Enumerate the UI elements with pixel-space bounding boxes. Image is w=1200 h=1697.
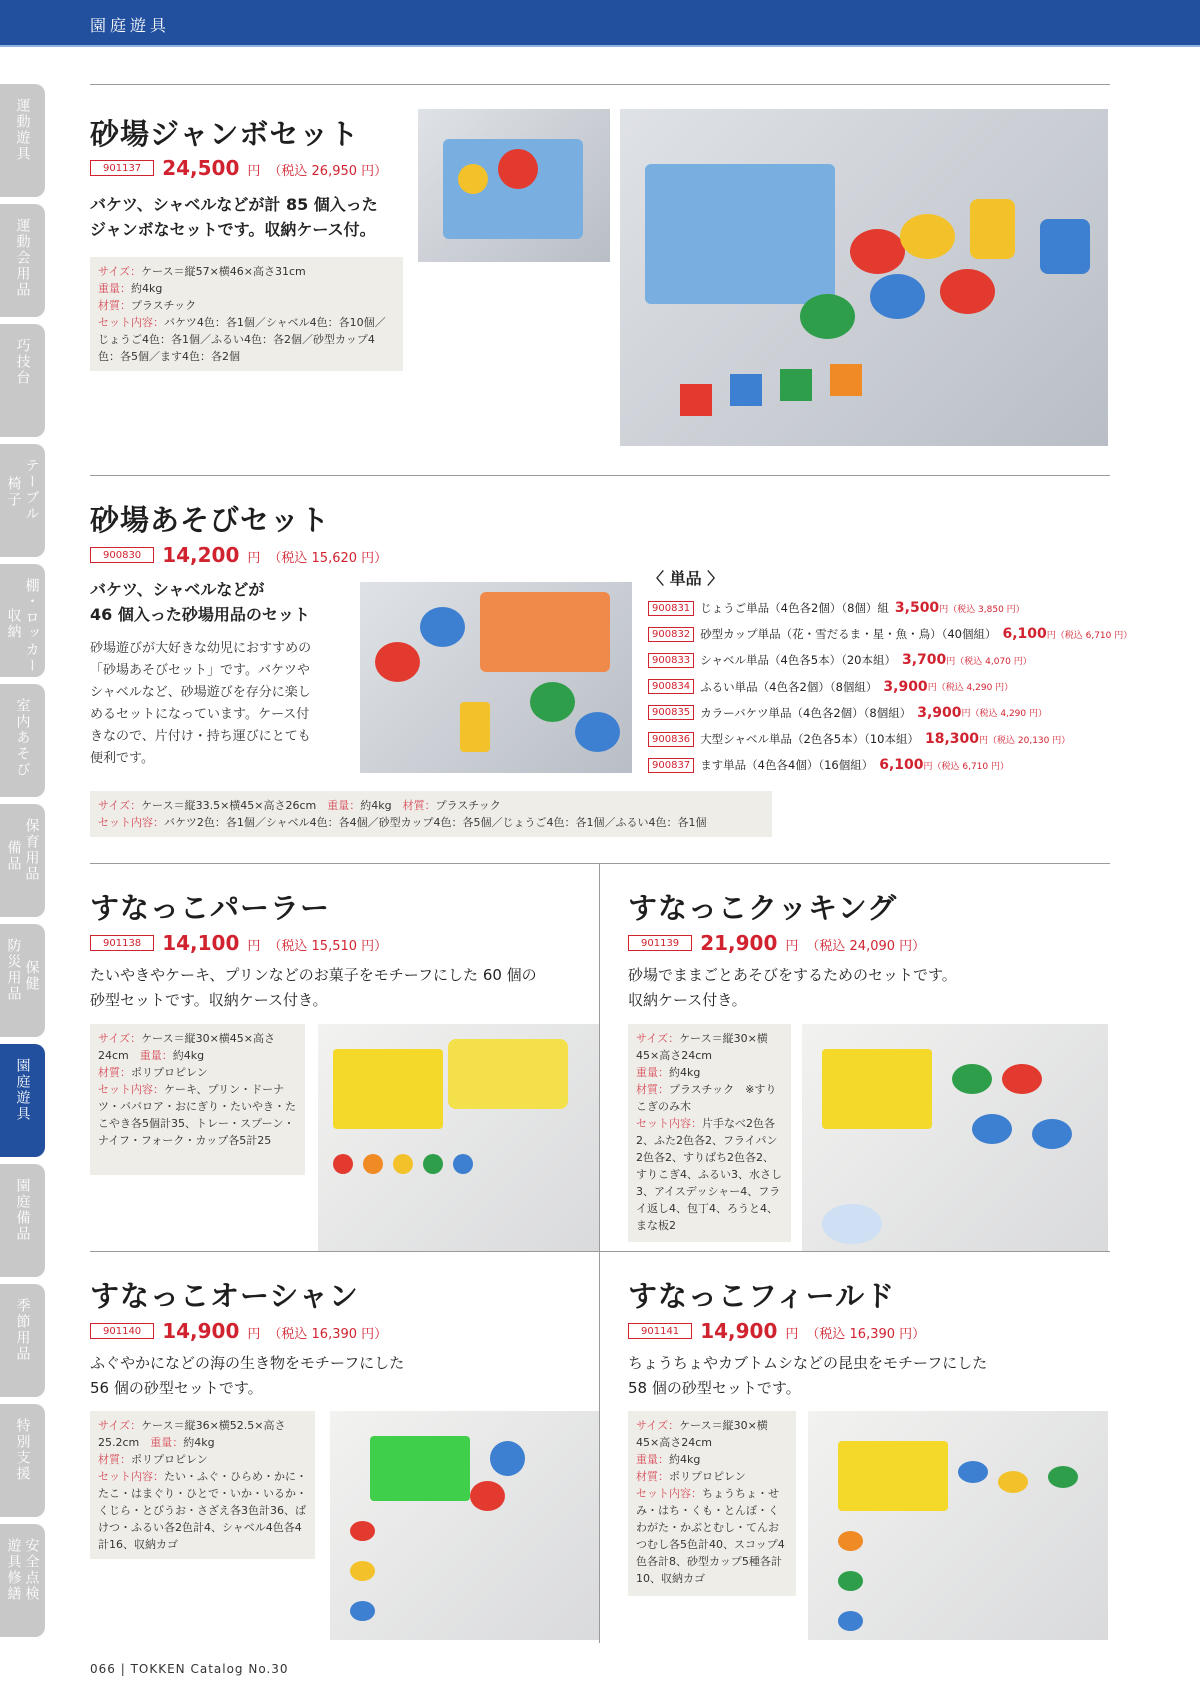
single-item-row: 900831 じょうご単品（4色各2個）（8個）組 3,500 円（税込 3,850 円） <box>648 595 1068 621</box>
tab-health-disaster[interactable]: 保健 防災用品 <box>0 924 45 1037</box>
price-line: 901139 21,900 円 （税込 24,090 円） <box>628 931 925 955</box>
product-photo <box>802 1024 1108 1251</box>
product-photo-case <box>418 109 610 262</box>
product-title: すなっこオーシャン <box>90 1279 359 1313</box>
divider <box>90 84 1110 85</box>
product-photo <box>318 1024 599 1251</box>
price: 21,900 <box>700 931 778 955</box>
product-lead: たいやきやケーキ、プリンなどのお菓子をモチーフにした 60 個の 砂型セットです。収納ケース付き。 <box>90 966 537 1009</box>
tab-kougidai[interactable]: 巧技台 <box>0 324 45 437</box>
product-code: 901138 <box>90 935 154 951</box>
product-photo <box>360 582 632 773</box>
product-photo-contents <box>620 109 1108 446</box>
spec-box: サイズ：ケース＝縦36×横52.5×高さ25.2cm 重量：約4kg 材質：ポリプロピレン セット内容：たい・ふぐ・ひらめ・かに・たこ・はまぐり・ひとで・いか・いるか・くじら・とびうお・さざえ各3色計36、ばけつ・ふるい各2色計4、シャベル4色各4計16、収納カゴ <box>90 1411 315 1559</box>
product-code: 901141 <box>628 1323 692 1339</box>
tab-playground-fixtures[interactable]: 園庭備品 <box>0 1164 45 1277</box>
divider <box>90 475 1110 476</box>
price: 14,900 <box>700 1319 778 1343</box>
product-code: 901139 <box>628 935 692 951</box>
tab-table-chair[interactable]: テーブル 椅子 <box>0 444 45 557</box>
divider <box>90 863 1110 864</box>
product-description: 砂場遊びが大好きな幼児におすすめの 「砂場あそびセット」です。バケツや シャベルなど、砂場遊びを存分に楽し めるセットになっています。ケース付 きなので、片付け・持ち運びにとても 便利です。 <box>90 641 312 766</box>
spec-box: サイズ：ケース＝縦33.5×横45×高さ26cm 重量：約4kg 材質：プラスチック セット内容：バケツ2色：各1個／シャベル4色：各4個／砂型カップ4色：各5個／じょうご4色：各1個／ふるい4色：各1個 <box>90 791 772 837</box>
tax-price: （税込 15,620 円） <box>268 551 388 566</box>
product-photo <box>808 1411 1108 1640</box>
single-item-row: 900832 砂型カップ単品（花・雪だるま・星・魚・鳥）（40個組） 6,100 円（税込 6,710 円） <box>648 621 1068 647</box>
price-line: 900830 14,200 円 （税込 15,620 円） <box>90 543 387 567</box>
product-code: 901137 <box>90 160 154 176</box>
tab-indoor-play[interactable]: 室内あそび <box>0 684 45 797</box>
product-lead: バケツ、シャベルなどが計 85 個入った ジャンボなセットです。収納ケース付。 <box>90 195 378 239</box>
price-line: 901137 24,500 円 （税込 26,950 円） <box>90 156 387 180</box>
product-lead: ちょうちょやカブトムシなどの昆虫をモチーフにした 58 個の砂型セットです。 <box>628 1354 988 1397</box>
tab-undoukai[interactable]: 運動会用品 <box>0 204 45 317</box>
product-lead: 砂場でままごとあそびをするためのセットです。 収納ケース付き。 <box>628 966 957 1009</box>
price: 24,500 <box>162 156 240 180</box>
category-header-bar <box>0 0 1200 47</box>
product-title: すなっこパーラー <box>90 891 331 925</box>
price-line: 901140 14,900 円 （税込 16,390 円） <box>90 1319 387 1343</box>
product-title: 砂場ジャンボセット <box>90 117 360 151</box>
tax-price: （税込 16,390 円） <box>268 1327 388 1342</box>
product-lead: ふぐやかになどの海の生き物をモチーフにした 56 個の砂型セットです。 <box>90 1354 405 1397</box>
price: 14,900 <box>162 1319 240 1343</box>
price: 14,100 <box>162 931 240 955</box>
tax-price: （税込 16,390 円） <box>806 1327 926 1342</box>
tab-undou-yugu[interactable]: 運動遊具 <box>0 84 45 197</box>
tab-shelf-storage[interactable]: 棚・ロッカー 収納 <box>0 564 45 677</box>
tax-price: （税込 24,090 円） <box>806 939 926 954</box>
single-item-row: 900834 ふるい単品（4色各2個）（8個組） 3,900 円（税込 4,290 円） <box>648 674 1068 700</box>
single-item-row: 900837 ます単品（4色各4個）（16個組） 6,100 円（税込 6,710 円） <box>648 752 1068 778</box>
tax-price: （税込 26,950 円） <box>268 164 388 179</box>
single-item-row: 900833 シャベル単品（4色各5本）（20本組） 3,700 円（税込 4,070 円） <box>648 647 1068 673</box>
tab-playground-equipment[interactable]: 園庭遊具 <box>0 1044 45 1157</box>
single-items-title: 〈 単品 〉 <box>648 569 724 588</box>
product-code: 901140 <box>90 1323 154 1339</box>
tab-childcare-supplies[interactable]: 保育用品 備品 <box>0 804 45 917</box>
product-title: 砂場あそびセット <box>90 503 331 537</box>
single-item-row: 900835 カラーバケツ単品（4色各2個）（8個組） 3,900 円（税込 4,290 円） <box>648 700 1068 726</box>
column-divider <box>599 863 600 1643</box>
product-code: 900830 <box>90 547 154 563</box>
product-title: すなっこクッキング <box>628 891 898 925</box>
price-line: 901138 14,100 円 （税込 15,510 円） <box>90 931 387 955</box>
spec-box: サイズ：ケース＝縦30×横45×高さ24cm 重量：約4kg 材質：ポリプロピレン セット内容：ちょうちょ・せみ・はち・くも・とんぼ・くわがた・かぶとむし・てんおつむし各5色計40、スコップ4色各計8、砂型カップ5種各計10、収納カゴ <box>628 1411 796 1596</box>
spec-box: サイズ：ケース＝縦30×横45×高さ24cm 重量：約4kg 材質：プラスチック ※すりこぎのみ木 セット内容：片手なべ2色各2、ふた2色各2、フライパン2色各2、すりばち2色各2、すりこぎ4、ふるい3、水さし3、アイスデッシャー4、フライ返し4、包丁4、ろうと4、まな板2 <box>628 1024 791 1242</box>
single-items-list <box>648 566 1133 778</box>
product-lead: バケツ、シャベルなどが 46 個入った砂場用品のセット <box>90 580 310 624</box>
single-item-row: 900836 大型シャベル単品（2色各5本）（10本組） 18,300 円（税込 20,130 円） <box>648 726 1068 752</box>
price-line: 901141 14,900 円 （税込 16,390 円） <box>628 1319 925 1343</box>
product-photo <box>330 1411 599 1640</box>
spec-box: サイズ：ケース＝縦57×横46×高さ31cm 重量：約4kg 材質：プラスチック セット内容：バケツ4色：各1個／シャベル4色：各10個／じょうご4色：各1個／ふるい4色：各2個／砂型カップ4色：各5個／ます4色：各2個 <box>90 257 403 371</box>
page-footer: 066 | TOKKEN Catalog No.30 <box>90 1662 289 1676</box>
price: 14,200 <box>162 543 240 567</box>
tab-special-support[interactable]: 特別支援 <box>0 1404 45 1517</box>
tab-safety-repair[interactable]: 安全点検 遊具修繕 <box>0 1524 45 1637</box>
product-title: すなっこフィールド <box>628 1279 896 1313</box>
tab-seasonal[interactable]: 季節用品 <box>0 1284 45 1397</box>
tax-price: （税込 15,510 円） <box>268 939 388 954</box>
divider <box>90 1251 1110 1252</box>
category-title: 園庭遊具 <box>90 16 171 35</box>
spec-box: サイズ：ケース＝縦30×横45×高さ24cm 重量：約4kg 材質：ポリプロピレン セット内容：ケーキ、プリン・ドーナツ・ババロア・おにぎり・たいやき・たこやき各5個計35、トレー・スプーン・ナイフ・フォーク・カップ各5計25 <box>90 1024 305 1175</box>
